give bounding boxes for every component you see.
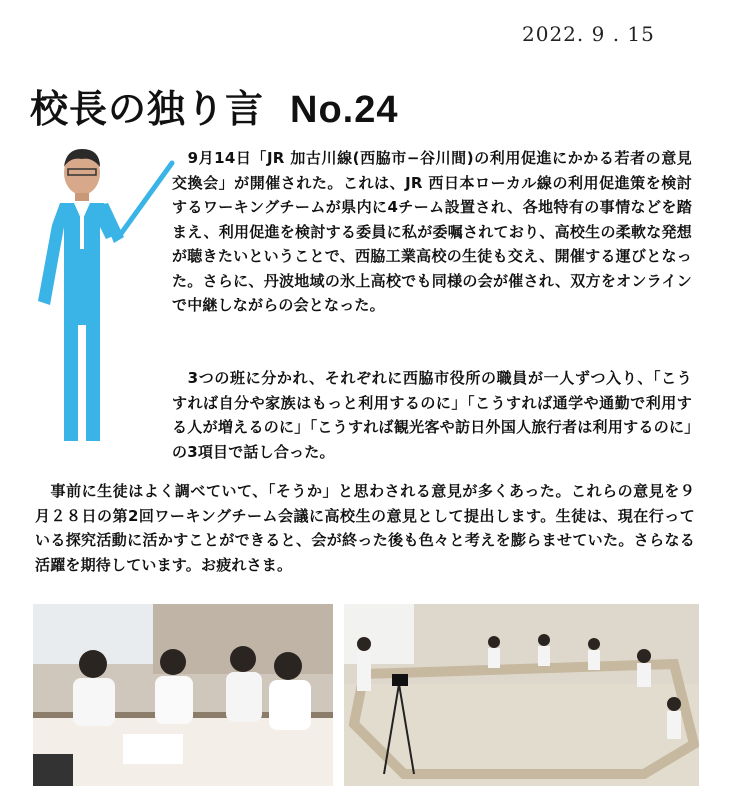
person-head xyxy=(667,697,681,711)
window xyxy=(344,604,414,664)
tie xyxy=(80,209,84,249)
person-head xyxy=(588,638,600,650)
person-head xyxy=(538,634,550,646)
issue-number: No.24 xyxy=(290,89,399,131)
camera xyxy=(392,674,408,686)
meeting-photo-room xyxy=(344,604,699,786)
page-title xyxy=(30,78,399,133)
article-paragraph-2: 3つの班に分かれ、それぞれに西脇市役所の職員が一人ずつ入り、「こうすれば自分や家族はもっと利用するのに」「こうすれば通学や通勤で利用する人が増えるのに」「こうすれば観光客や訪日外国人旅行者は利用するのに」の3項目で話し合った。 xyxy=(172,369,692,461)
person-head xyxy=(637,649,651,663)
person-body xyxy=(488,648,500,668)
meeting-photo-students xyxy=(33,604,333,786)
student-body xyxy=(73,678,115,726)
left-leg xyxy=(64,321,78,441)
title-text: 校長の独り言 xyxy=(30,87,265,131)
right-leg xyxy=(86,321,100,441)
student-head xyxy=(230,646,256,672)
student-head xyxy=(79,650,107,678)
dark-object xyxy=(33,754,73,786)
person-body xyxy=(357,651,371,691)
person-head xyxy=(357,637,371,651)
person-body xyxy=(637,663,651,687)
neck xyxy=(75,193,89,201)
student-body xyxy=(226,672,262,722)
torso xyxy=(38,203,116,325)
person-body xyxy=(667,711,681,739)
person-body xyxy=(538,646,550,666)
student-body xyxy=(155,676,193,724)
pointer-stick xyxy=(120,163,172,235)
paper xyxy=(123,734,183,764)
student-body xyxy=(269,680,311,730)
person-head xyxy=(488,636,500,648)
student-head xyxy=(160,649,186,675)
article-paragraph-3: 事前に生徒はよく調べていて、「そうか」と思わされる意見が多くあった。これらの意見を９月２８日の第2回ワーキングチーム会議に高校生の意見として提出します。生徒は、現在行っている探究活動に活かすことができると、会が終った後も色々と考えを膨らませていた。さらなる活躍を期待しています。お疲れさま。 xyxy=(35,482,695,574)
article-paragraph-1: 9月14日「JR 加古川線(西脇市−谷川間)の利用促進にかかる若者の意見交換会」が開催された。これは、JR 西日本ローカル線の利用促進策を検討するワーキングチームが県内に4チーム設置され、各地特有の事情などを踏まえ、利用促進を検討する委員に私が委嘱されており、高校生の柔軟な発想が聴きたいということで、西脇工業高校の生徒も交え、開催する運びとなった。さらに、丹波地域の氷上高校でも同様の会が催され、双方をオンラインで中継しながらの会となった。 xyxy=(172,149,692,314)
principal-illustration xyxy=(20,135,180,455)
student-head xyxy=(274,652,302,680)
date-label: 2022. 9 . 15 xyxy=(522,22,655,46)
person-body xyxy=(588,650,600,670)
